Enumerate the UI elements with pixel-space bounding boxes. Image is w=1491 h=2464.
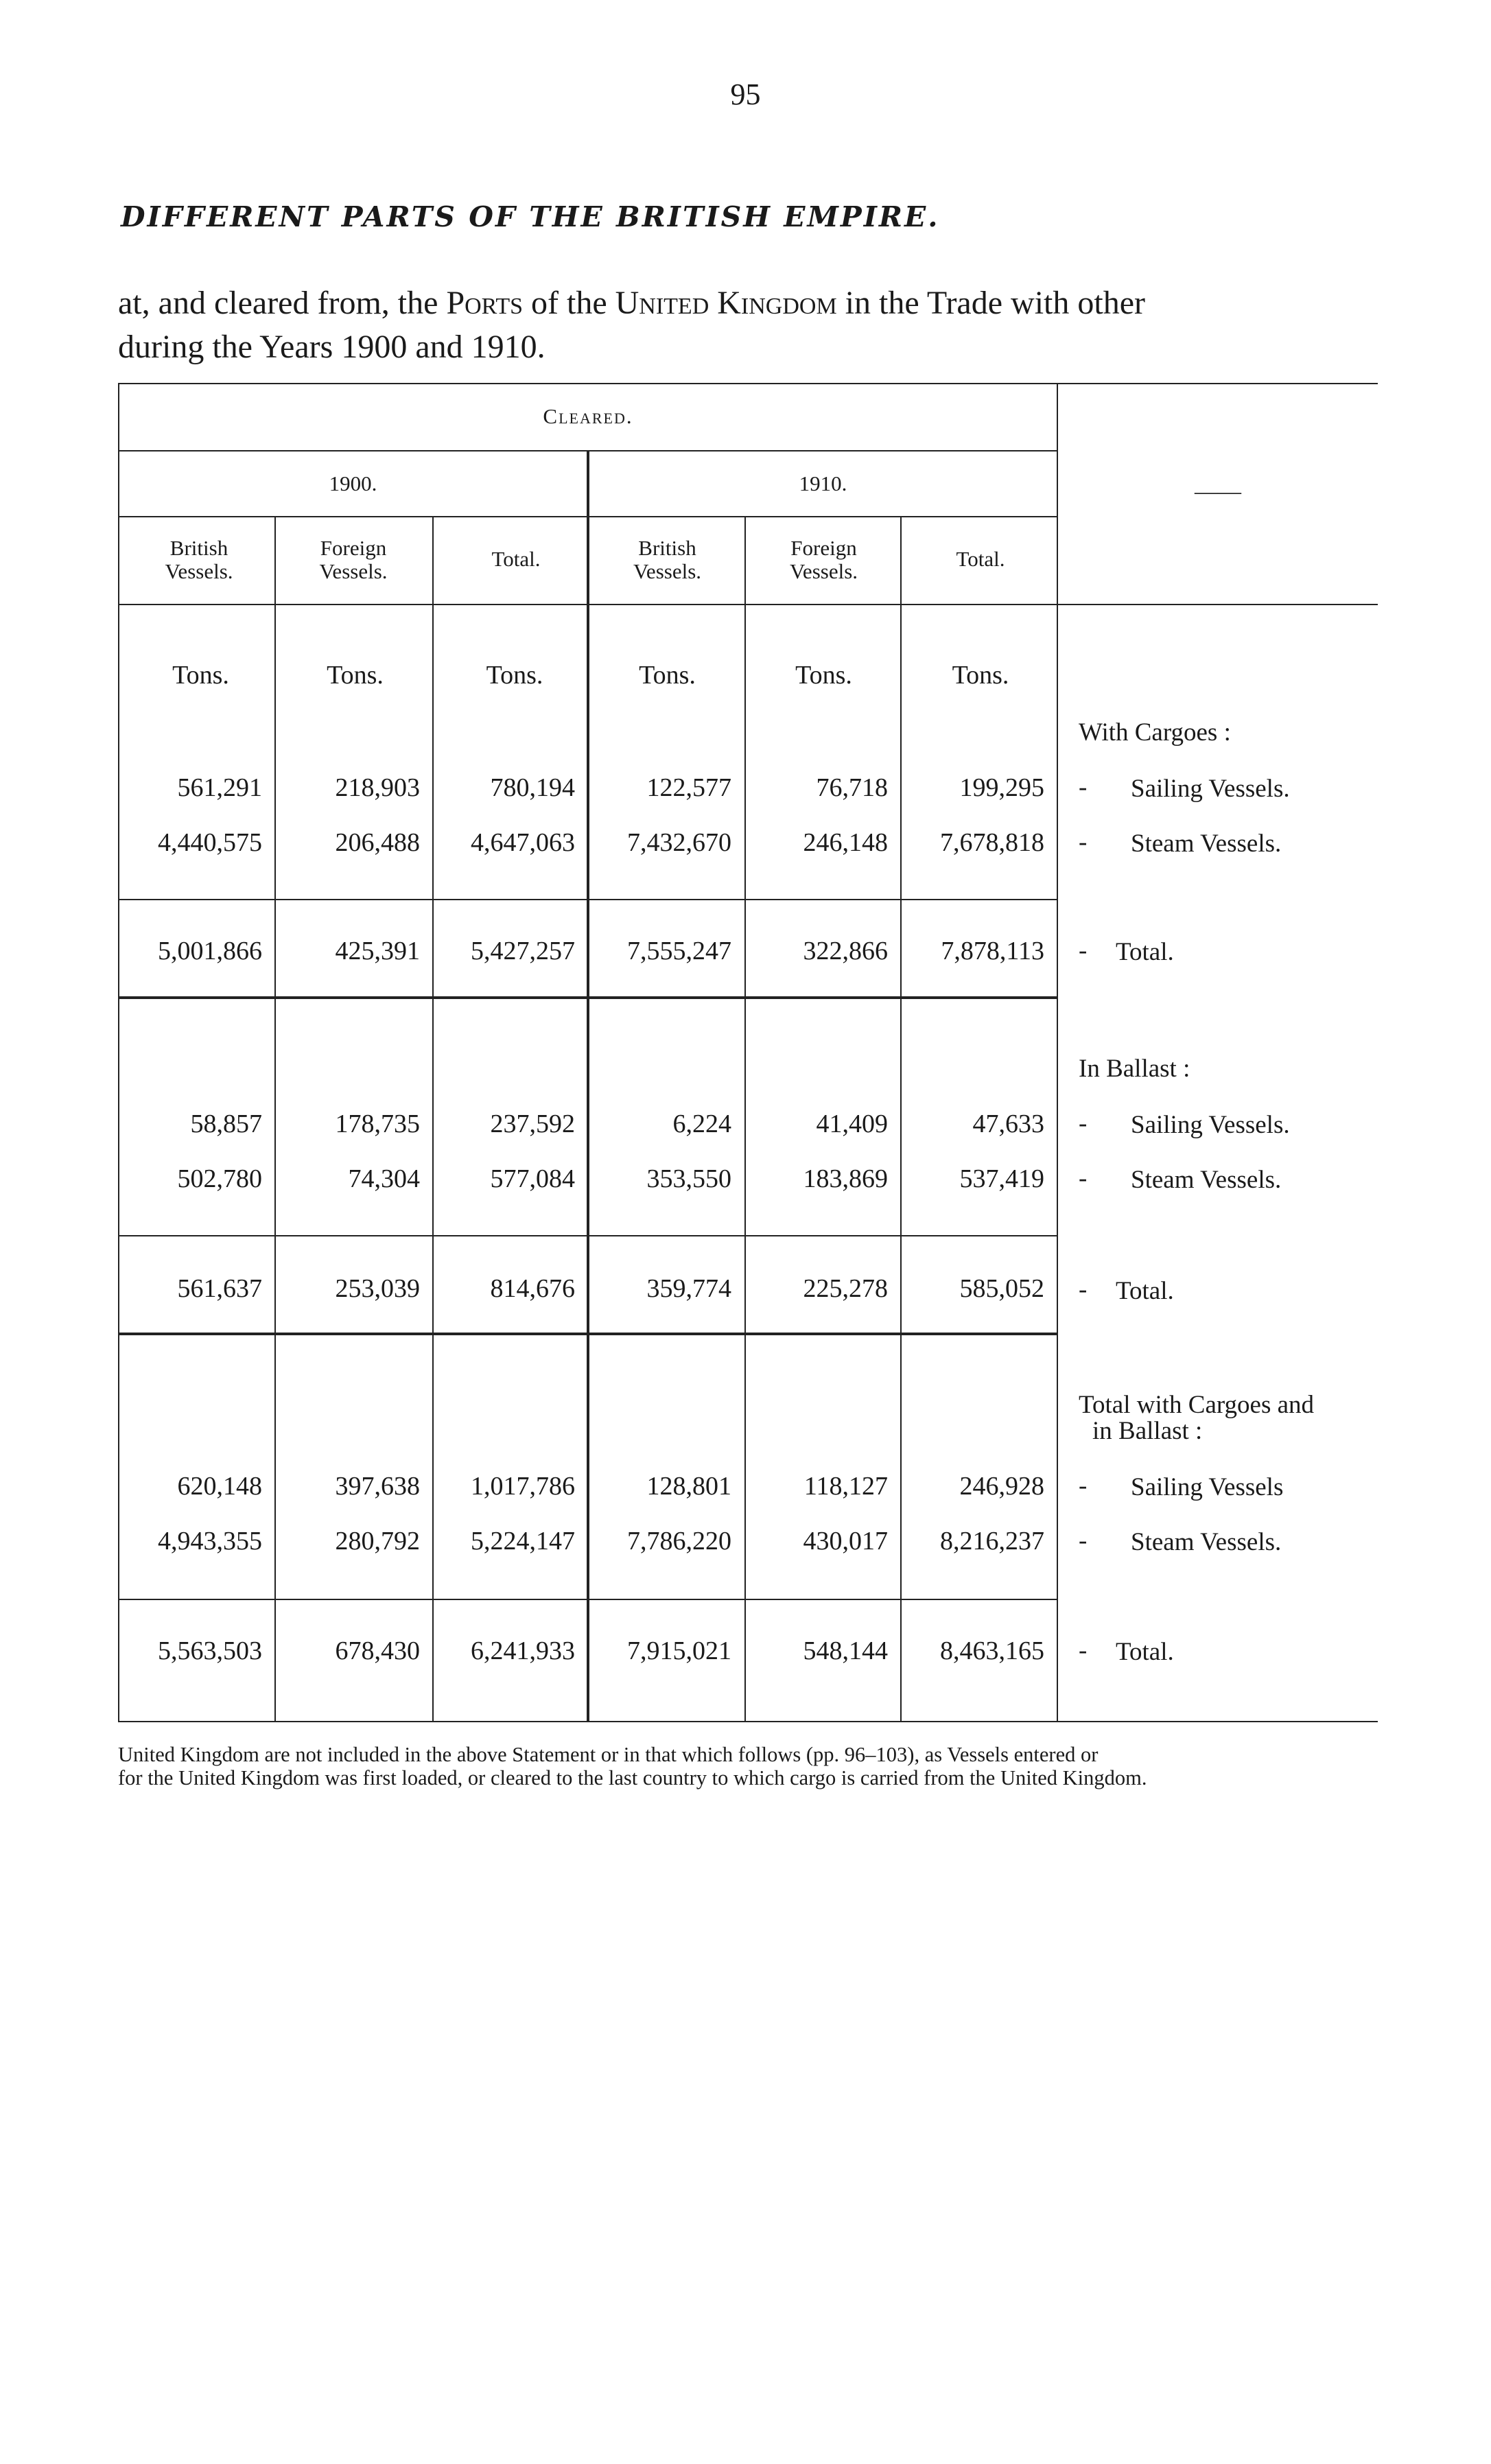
leader-dash: - (1079, 1527, 1088, 1555)
leader-dash: - (1079, 773, 1088, 801)
cell-total-1900: 4,647,063 (471, 828, 575, 857)
cell-foreign-1900: 253,039 (335, 1274, 420, 1303)
intro-text (118, 281, 1394, 369)
cell-foreign-1900: 678,430 (335, 1636, 420, 1665)
cell-total-1910: 8,463,165 (940, 1636, 1044, 1665)
cell-foreign-1900: 74,304 (348, 1164, 420, 1193)
cell-british-1910: 7,555,247 (627, 937, 731, 965)
leader-dash: - (1079, 937, 1088, 965)
section-title-in-ballast: In Ballast : (1079, 1055, 1190, 1083)
leader-dash: - (1079, 828, 1088, 856)
cell-british-1910: 7,786,220 (627, 1527, 731, 1556)
label-column-dash: —— (1195, 479, 1241, 504)
row-label: Sailing Vessels. (1131, 1111, 1290, 1139)
cell-british-1910: 6,224 (672, 1110, 731, 1138)
unit-label: Tons. (795, 661, 852, 690)
unit-label: Tons. (952, 661, 1009, 690)
cell-total-1910: 7,678,818 (940, 828, 1044, 857)
cell-foreign-1910: 76,718 (816, 773, 888, 802)
cell-british-1910: 359,774 (646, 1274, 731, 1303)
cell-total-1910: 246,928 (959, 1472, 1044, 1501)
cell-total-1900: 1,017,786 (471, 1472, 575, 1501)
cell-british-1900: 502,780 (177, 1164, 262, 1193)
cell-foreign-1910: 430,017 (803, 1527, 888, 1556)
cell-british-1910: 7,915,021 (627, 1636, 731, 1665)
rule-top (118, 383, 1378, 384)
cell-foreign-1900: 397,638 (335, 1472, 420, 1501)
section-heading: DIFFERENT PARTS OF THE BRITISH EMPIRE. (121, 200, 940, 233)
cell-foreign-1910: 183,869 (803, 1164, 888, 1193)
cell-foreign-1910: 246,148 (803, 828, 888, 857)
leader-dash: - (1079, 1276, 1088, 1304)
intro-line1-a: at, and cleared from, the (118, 285, 438, 321)
cell-total-1900: 5,224,147 (471, 1527, 575, 1556)
unit-label: Tons. (486, 661, 543, 690)
row-label: Total. (1116, 1638, 1174, 1666)
cell-british-1900: 4,943,355 (158, 1527, 262, 1556)
col-header-total-1910: Total. (956, 547, 1005, 571)
cell-total-1910: 537,419 (959, 1164, 1044, 1193)
cell-foreign-1910: 548,144 (803, 1636, 888, 1665)
cell-british-1900: 561,291 (177, 773, 262, 802)
cell-foreign-1910: 322,866 (803, 937, 888, 965)
cell-total-1910: 7,878,113 (941, 937, 1044, 965)
cell-foreign-1900: 218,903 (335, 773, 420, 802)
col-header-foreign-1900: Foreign Vessels. (319, 536, 388, 583)
cell-foreign-1900: 206,488 (335, 828, 420, 857)
footnote-line1: United Kingdom are not included in the above Statement or in that which follows (pp. 96–103), as Vessels entered or (118, 1743, 1099, 1766)
cell-british-1910: 7,432,670 (627, 828, 731, 857)
cell-british-1900: 5,001,866 (158, 937, 262, 965)
cell-british-1910: 128,801 (646, 1472, 731, 1501)
intro-line1-d: United Kingdom (615, 285, 837, 321)
rule-header-bottom (118, 604, 1378, 605)
row-label: Steam Vessels. (1131, 1528, 1282, 1556)
cell-total-1910: 199,295 (959, 773, 1044, 802)
leader-dash: - (1079, 1472, 1088, 1500)
intro-line1-b: Ports (446, 285, 523, 321)
year-1910-header: 1910. (799, 471, 847, 495)
row-label: Total. (1116, 1277, 1174, 1305)
leader-dash: - (1079, 1110, 1088, 1138)
col-header-total-1900: Total. (491, 547, 541, 571)
cell-british-1910: 122,577 (646, 773, 731, 802)
row-label: Total. (1116, 938, 1174, 966)
cell-total-1900: 5,427,257 (471, 937, 575, 965)
year-1900-header: 1900. (329, 471, 377, 495)
cell-total-1910: 585,052 (959, 1274, 1044, 1303)
row-label: Steam Vessels. (1131, 830, 1282, 858)
section-title-total-line2: in Ballast : (1092, 1417, 1203, 1445)
row-label: Sailing Vessels (1131, 1473, 1284, 1501)
footnote (118, 1743, 1394, 1790)
col-header-british-1910: British Vessels. (633, 536, 702, 583)
cell-total-1910: 47,633 (972, 1110, 1044, 1138)
rule-left (118, 383, 119, 1722)
cell-foreign-1910: 225,278 (803, 1274, 888, 1303)
section-title-total-line1: Total with Cargoes and (1079, 1391, 1315, 1419)
cleared-header: Cleared. (543, 404, 633, 428)
row-label: Steam Vessels. (1131, 1166, 1282, 1194)
cell-foreign-1900: 425,391 (335, 937, 420, 965)
page-number: 95 (730, 78, 761, 111)
col-header-foreign-1910: Foreign Vessels. (789, 536, 858, 583)
unit-label: Tons. (327, 661, 384, 690)
cell-foreign-1900: 178,735 (335, 1110, 420, 1138)
row-label: Sailing Vessels. (1131, 775, 1290, 803)
intro-line1-e: in the Trade with other (845, 285, 1145, 321)
cell-british-1910: 353,550 (646, 1164, 731, 1193)
cell-total-1900: 780,194 (490, 773, 575, 802)
cell-total-1910: 8,216,237 (940, 1527, 1044, 1556)
cell-total-1900: 237,592 (490, 1110, 575, 1138)
cell-british-1900: 5,563,503 (158, 1636, 262, 1665)
leader-dash: - (1079, 1636, 1088, 1665)
cell-total-1900: 6,241,933 (471, 1636, 575, 1665)
unit-label: Tons. (639, 661, 696, 690)
intro-line1-c: of the (531, 285, 607, 321)
cell-total-1900: 577,084 (490, 1164, 575, 1193)
rule-label-divider (1057, 383, 1058, 1722)
cell-british-1900: 58,857 (190, 1110, 262, 1138)
intro-line2: during the Years 1900 and 1910. (118, 329, 545, 365)
col-header-british-1900: British Vessels. (165, 536, 233, 583)
leader-dash: - (1079, 1164, 1088, 1193)
cell-british-1900: 620,148 (177, 1472, 262, 1501)
footnote-line2: for the United Kingdom was first loaded, or cleared to the last country to which cargo is carried from the United Kingdom. (118, 1766, 1147, 1790)
unit-label: Tons. (172, 661, 229, 690)
cell-foreign-1910: 41,409 (816, 1110, 888, 1138)
cell-foreign-1900: 280,792 (335, 1527, 420, 1556)
rule-bottom (118, 1721, 1378, 1722)
cell-british-1900: 561,637 (177, 1274, 262, 1303)
cell-total-1900: 814,676 (490, 1274, 575, 1303)
cell-foreign-1910: 118,127 (803, 1472, 888, 1501)
cell-british-1900: 4,440,575 (158, 828, 262, 857)
section-title-with-cargoes: With Cargoes : (1079, 718, 1231, 747)
